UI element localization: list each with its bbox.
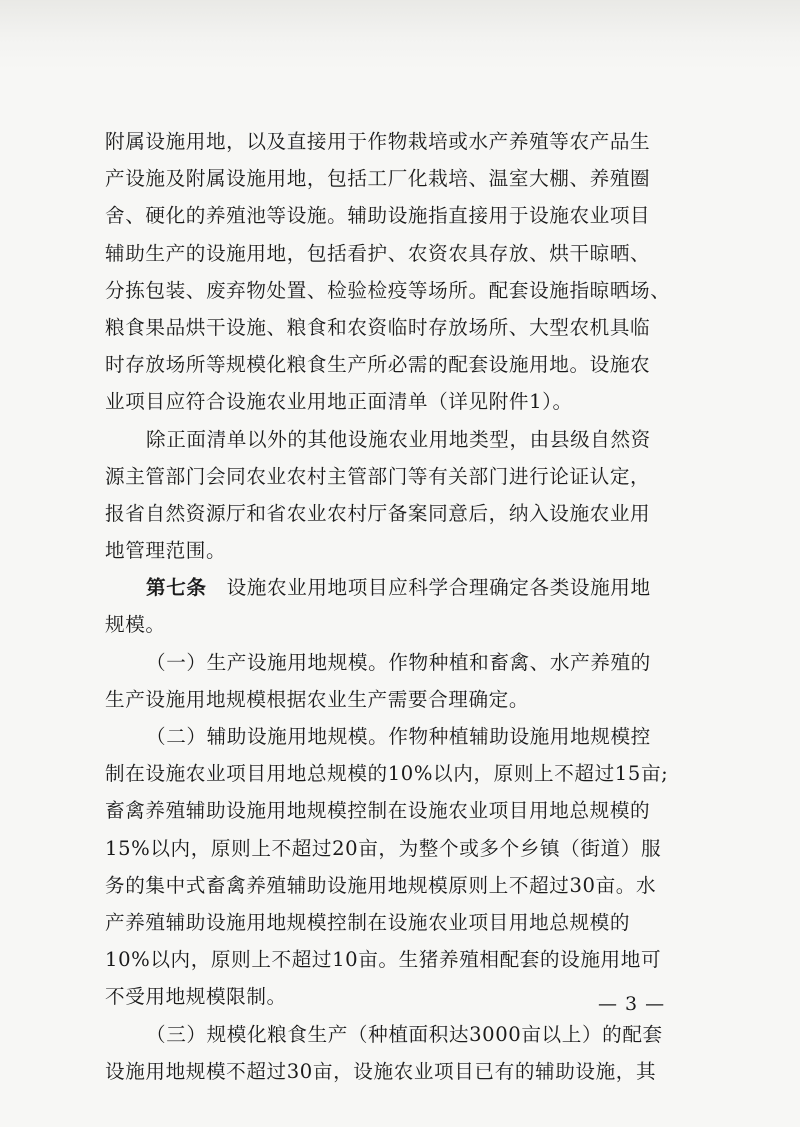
body-line: 粮食果品烘干设施、粮食和农资临时存放场所、大型农机具临 xyxy=(105,315,651,339)
body-line: 报省自然资源厅和省农业农村厅备案同意后，纳入设施农业用 xyxy=(105,501,651,525)
body-line: 生产设施用地规模根据农业生产需要合理确定。 xyxy=(105,687,530,711)
body-line: 畜禽养殖辅助设施用地规模控制在设施农业项目用地总规模的 xyxy=(105,799,651,823)
body-line: 业项目应符合设施农业用地正面清单（详见附件1）。 xyxy=(105,390,573,414)
body-line: 产养殖辅助设施用地规模控制在设施农业项目用地总规模的 xyxy=(105,910,631,934)
document-body xyxy=(105,123,695,1090)
body-line: 地管理范围。 xyxy=(105,539,227,563)
body-line: 时存放场所等规模化粮食生产所必需的配套设施用地。设施农 xyxy=(105,353,651,377)
body-line: 设施用地规模不超过30亩，设施农业项目已有的辅助设施，其 xyxy=(105,1059,657,1083)
article-heading-line xyxy=(105,569,695,606)
body-line: 分拣包装、废弃物处置、检验检疫等场所。配套设施指晾晒场、 xyxy=(105,278,671,302)
body-line: 不受用地规模限制。 xyxy=(105,985,287,1009)
body-line: 制在设施农业项目用地总规模的10%以内，原则上不超过15亩; xyxy=(105,762,669,786)
body-line: 附属设施用地，以及直接用于作物栽培或水产养殖等农产品生 xyxy=(105,130,651,153)
scan-shading xyxy=(0,0,800,70)
article-number: 第七条 xyxy=(146,576,207,600)
body-line: 规模。 xyxy=(105,613,166,637)
body-line: 务的集中式畜禽养殖辅助设施用地规模原则上不超过30亩。水 xyxy=(105,873,657,897)
paragraph-start-line: （一）生产设施用地规模。作物种植和畜禽、水产养殖的 xyxy=(146,650,651,674)
body-line: 舍、硬化的养殖池等设施。辅助设施指直接用于设施农业项目 xyxy=(105,204,651,228)
paragraph-start-line: （二）辅助设施用地规模。作物种植辅助设施用地规模控 xyxy=(146,725,651,748)
body-line: 辅助生产的设施用地，包括看护、农资农具存放、烘干晾晒、 xyxy=(105,241,651,265)
article-text: 设施农业用地项目应科学合理确定各类设施用地 xyxy=(226,576,651,600)
body-line: 产设施及附属设施用地，包括工厂化栽培、温室大棚、养殖圈 xyxy=(105,167,651,191)
paragraph-start-line: 除正面清单以外的其他设施农业用地类型，由县级自然资 xyxy=(146,427,651,451)
paragraph-start-line: （三）规模化粮食生产（种植面积达3000亩以上）的配套 xyxy=(146,1022,663,1046)
body-line: 10%以内，原则上不超过10亩。生猪养殖相配套的设施用地可 xyxy=(105,948,662,972)
body-line: 源主管部门会同农业农村主管部门等有关部门进行论证认定， xyxy=(105,464,651,488)
body-line: 15%以内，原则上不超过20亩，为整个或多个乡镇（街道）服 xyxy=(105,836,662,860)
page-number: — 3 — xyxy=(598,993,666,1015)
